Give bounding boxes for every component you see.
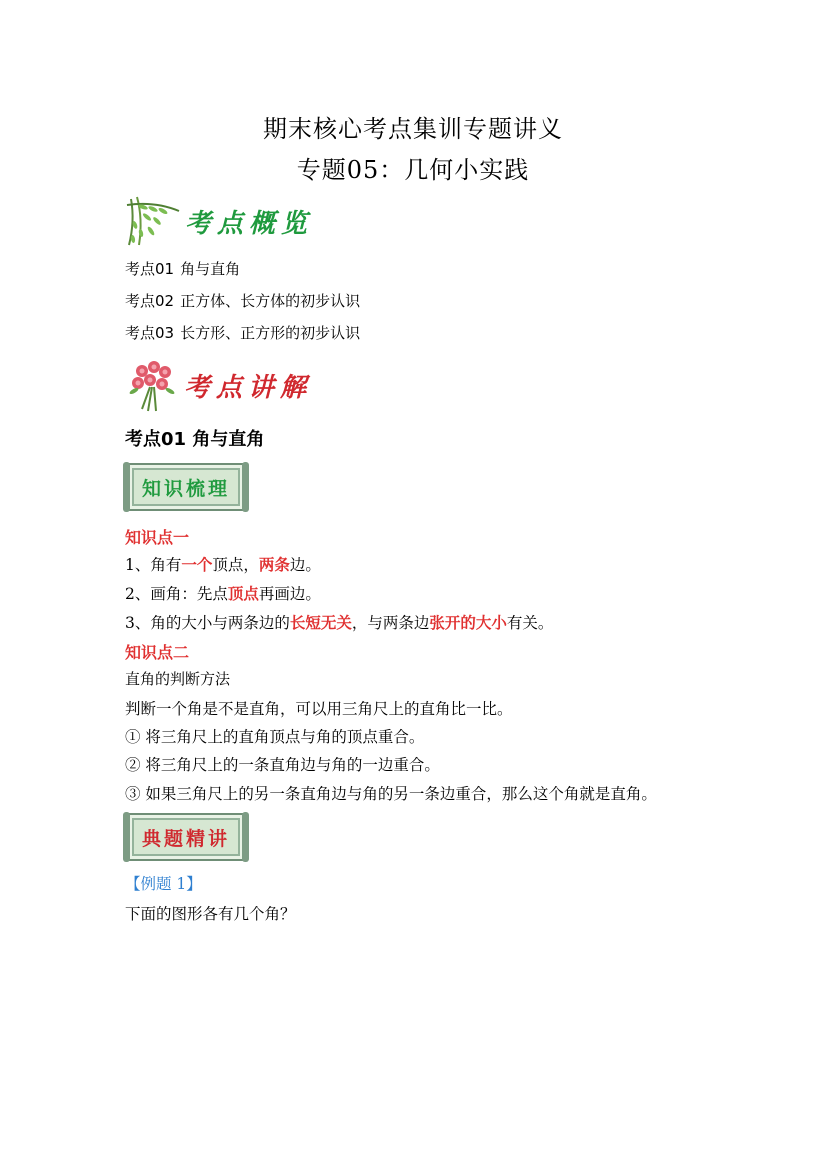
text-segment: ，与两条边: [351, 614, 430, 632]
overview-banner-text: 考点概览: [185, 208, 314, 239]
text-segment: 再画边。: [258, 585, 321, 603]
outline-item-code: 考点02: [125, 292, 175, 310]
knowledge-line-2: [125, 582, 321, 604]
knowledge-line: ③ 如果三角尺上的另一条直角边与角的另一条边重合，那么这个角就是直角。: [125, 785, 657, 803]
highlight-text: 两条: [258, 556, 290, 574]
knowledge-point-1-label: 知识点一: [125, 528, 190, 547]
explain-banner-text: 考点讲解: [184, 372, 313, 403]
document-title: 期末核心考点集训专题讲义: [263, 115, 563, 143]
knowledge-scroll-text: 知识梳理: [141, 477, 230, 500]
outline-item-label: 长方形、正方形的初步认识: [180, 324, 361, 342]
flower-bouquet-icon: [128, 357, 178, 413]
example-tag: 【例题 1】: [125, 875, 202, 893]
text-segment: 有关。: [506, 614, 554, 632]
outline-item-1: [125, 258, 240, 279]
highlight-text: 一个: [181, 556, 213, 574]
knowledge-line: 判断一个角是不是直角，可以用三角尺上的直角比一比。: [125, 700, 513, 718]
highlight-text: 长短无关: [289, 614, 352, 632]
example-question: 下面的图形各有几个角？: [125, 905, 296, 923]
highlight-text: 顶点: [227, 585, 259, 603]
example-scroll-text: 典题精讲: [141, 827, 230, 850]
willow-branch-icon: [125, 195, 181, 247]
example-scroll-badge: [127, 813, 245, 861]
text-segment: 2、画角：先点: [125, 585, 228, 603]
overview-banner: [125, 195, 313, 247]
knowledge-line: ① 将三角尺上的直角顶点与角的顶点重合。: [125, 728, 425, 746]
knowledge-line-3: [125, 611, 553, 633]
knowledge-point-2-label: 知识点二: [125, 643, 190, 662]
knowledge-line-1: [125, 553, 321, 575]
outline-item-3: [125, 322, 360, 343]
right-angle-method-heading: 直角的判断方法: [125, 670, 231, 688]
highlight-text: 张开的大小: [429, 614, 507, 632]
outline-item-label: 正方体、长方体的初步认识: [180, 292, 361, 310]
text-segment: 1、角有: [125, 556, 182, 574]
text-segment: 顶点，: [212, 556, 259, 574]
outline-item-label: 角与直角: [180, 260, 241, 278]
text-segment: 边。: [289, 556, 321, 574]
outline-item-2: [125, 290, 360, 311]
knowledge-scroll-badge: [127, 463, 245, 511]
knowledge-line: ② 将三角尺上的一条直角边与角的一边重合。: [125, 756, 440, 774]
explain-banner: [128, 357, 312, 413]
document-subtitle: 专题05：几何小实践: [296, 156, 530, 184]
outline-item-code: 考点01: [125, 260, 175, 278]
outline-item-code: 考点03: [125, 324, 175, 342]
text-segment: 3、角的大小与两条边的: [125, 614, 290, 632]
section-heading: 考点01 角与直角: [125, 429, 265, 450]
